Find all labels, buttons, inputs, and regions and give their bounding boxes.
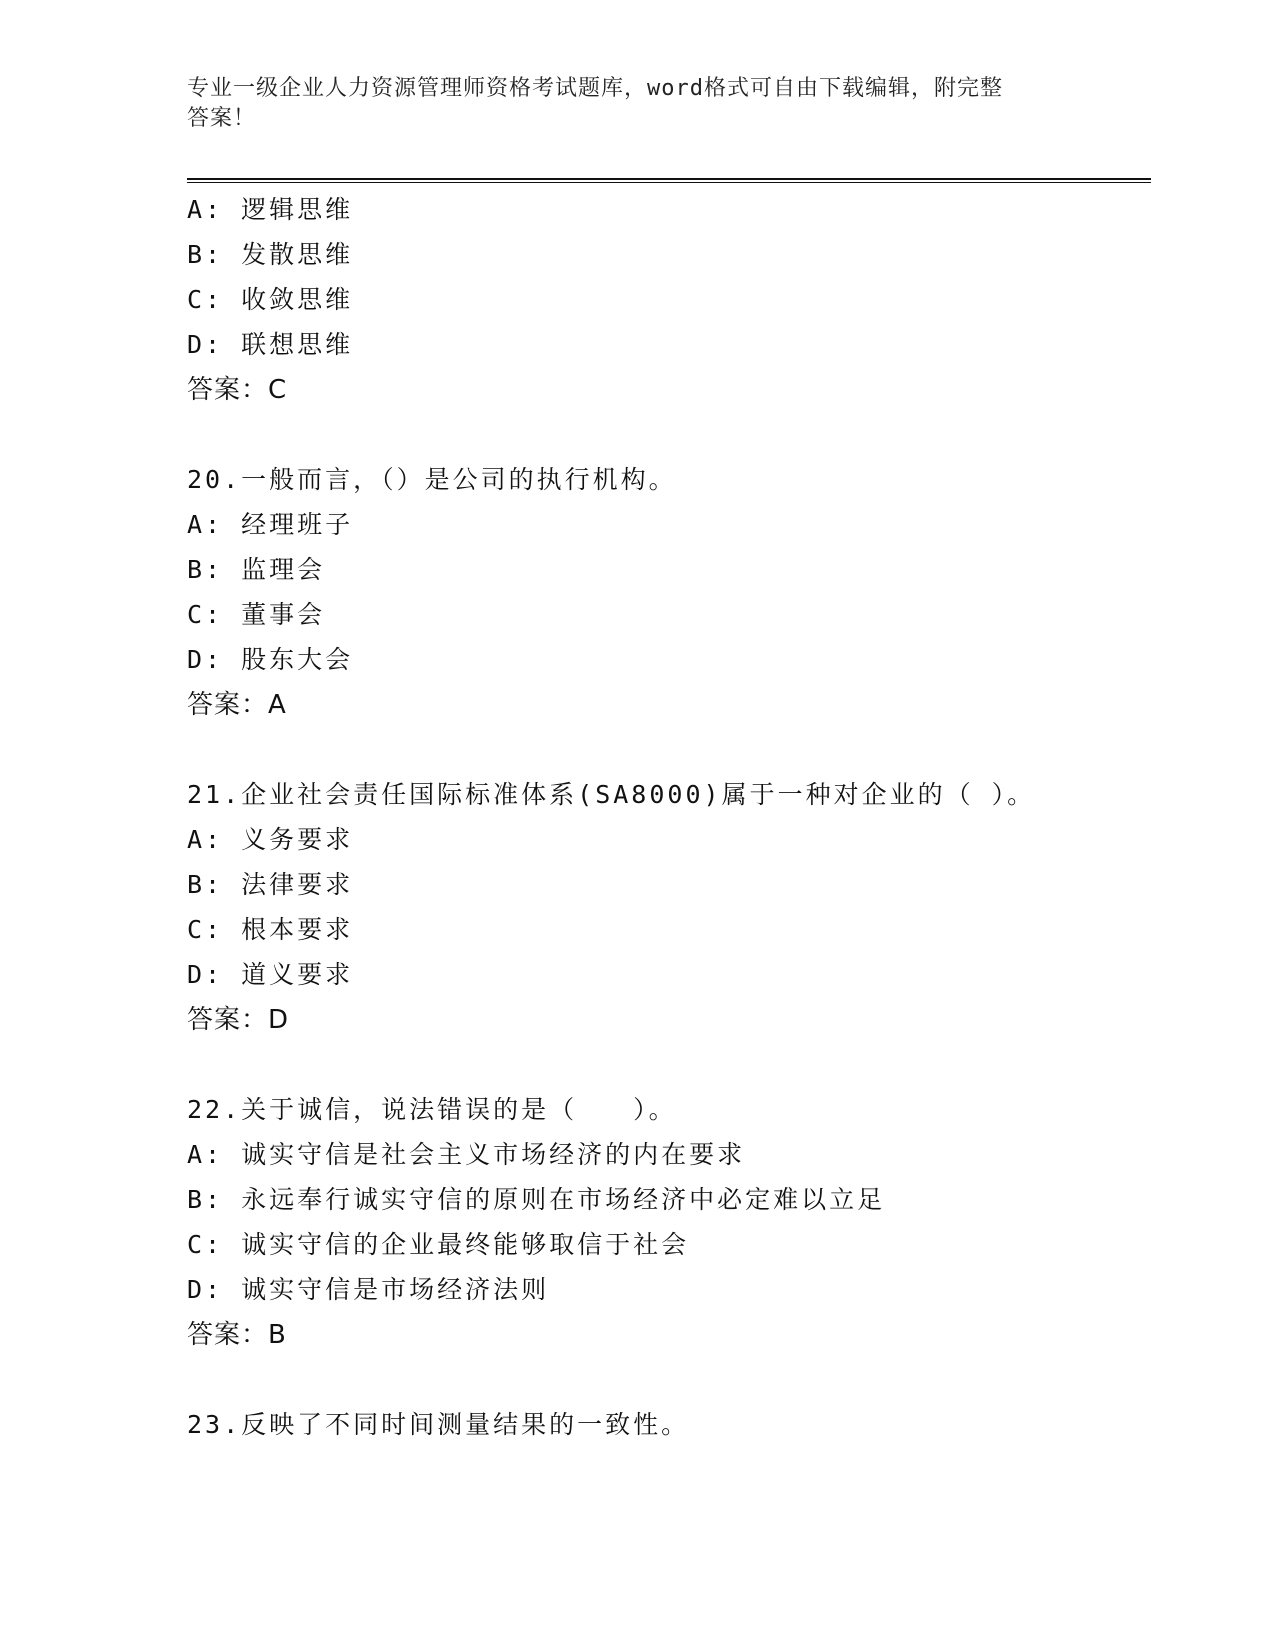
option-a: A: 诚实守信是社会主义市场经济的内在要求 [187, 1140, 746, 1169]
option-d: D: 股东大会 [187, 645, 354, 674]
option-d: D: 道义要求 [187, 960, 354, 989]
option-b: B: 监理会 [187, 555, 326, 584]
option-a: A: 逻辑思维 [187, 195, 354, 224]
option-b: B: 永远奉行诚实守信的原则在市场经济中必定难以立足 [187, 1185, 886, 1214]
option-c: C: 诚实守信的企业最终能够取信于社会 [187, 1230, 690, 1259]
answer-line: 答案：A [187, 690, 287, 720]
option-a: A: 经理班子 [187, 510, 354, 539]
option-d: D: 诚实守信是市场经济法则 [187, 1275, 550, 1304]
header-line-1: 专业一级企业人力资源管理师资格考试题库，word格式可自由下载编辑，附完整 [187, 76, 1003, 101]
option-c: C: 根本要求 [187, 915, 354, 944]
question-23: 23.反映了不同时间测量结果的一致性。 [187, 1410, 690, 1439]
option-b: B: 发散思维 [187, 240, 354, 269]
header-line-2: 答案！ [187, 106, 257, 131]
option-c: C: 董事会 [187, 600, 326, 629]
question-20: 20.一般而言，（）是公司的执行机构。 [187, 465, 677, 494]
option-b: B: 法律要求 [187, 870, 354, 899]
option-a: A: 义务要求 [187, 825, 354, 854]
document-header [187, 74, 1067, 134]
question-22: 22.关于诚信，说法错误的是（ ）。 [187, 1095, 677, 1124]
header-divider-thick [187, 178, 1151, 180]
question-21: 21.企业社会责任国际标准体系(SA8000)属于一种对企业的（ ）。 [187, 780, 1036, 809]
answer-line: 答案：D [187, 1005, 290, 1035]
option-d: D: 联想思维 [187, 330, 354, 359]
option-c: C: 收敛思维 [187, 285, 354, 314]
header-divider-thin [187, 182, 1151, 183]
answer-line: 答案：B [187, 1320, 287, 1350]
answer-line: 答案：C [187, 375, 288, 405]
